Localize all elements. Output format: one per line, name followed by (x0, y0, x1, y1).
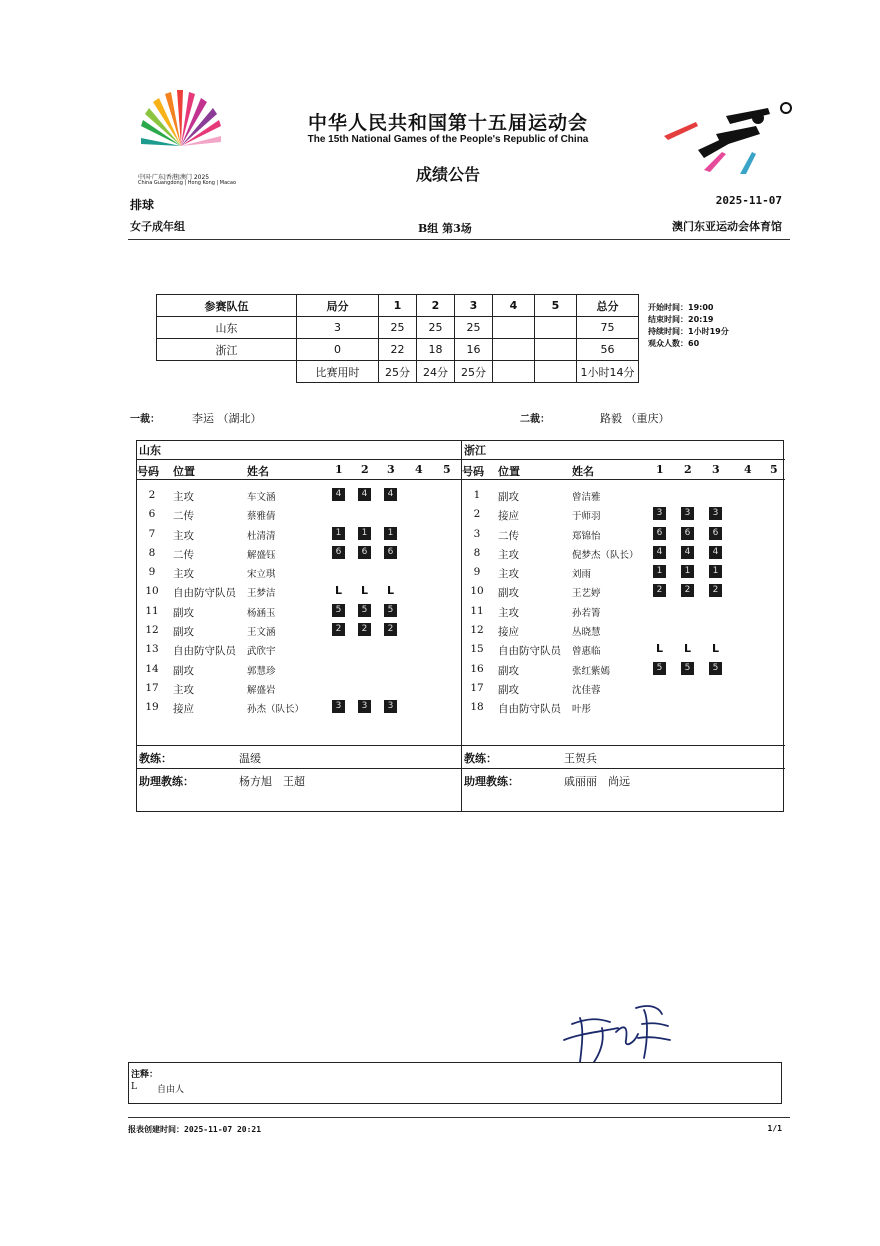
col-position: 位置 (173, 465, 195, 478)
player-name: 曾惠临 (572, 646, 601, 658)
score-total: 56 (577, 339, 639, 361)
logo-caption-en: China Guangdong | Hong Kong | Macao (138, 180, 237, 186)
player-number: 10 (145, 585, 159, 598)
starting-position-set2: 1 (358, 527, 371, 540)
player-position: 副攻 (173, 626, 194, 639)
player-number: 2 (473, 508, 481, 521)
match-label: B组 第3场 (418, 222, 472, 235)
player-name: 蔡雅倩 (247, 511, 276, 523)
player-name: 王艺婷 (572, 588, 601, 600)
player-row (137, 640, 461, 659)
player-position: 副攻 (173, 664, 194, 677)
home-coach-row (137, 745, 461, 768)
starting-position-set2: 5 (681, 662, 694, 675)
starting-position-set2: 2 (681, 584, 694, 597)
duration-set3: 25分 (455, 361, 493, 383)
player-position: 自由防守队员 (173, 587, 236, 600)
starting-position-set2: 6 (681, 527, 694, 540)
player-position: 二传 (173, 510, 194, 523)
score-table-header (157, 295, 639, 317)
player-number: 14 (145, 662, 159, 675)
score-table (156, 294, 639, 383)
col-set4: 4 (415, 463, 423, 476)
player-name: 张红紫嫣 (572, 665, 611, 677)
player-name: 解盛钰 (247, 549, 276, 561)
player-number: 15 (470, 643, 484, 656)
starting-position-set1: 1 (332, 527, 345, 540)
score-header-set4: 4 (493, 295, 535, 317)
starting-position-set3: 3 (384, 700, 397, 713)
player-position: 主攻 (498, 548, 519, 561)
player-name: 解盛岩 (247, 684, 276, 696)
player-name: 丛晓慧 (572, 627, 601, 639)
player-row (462, 544, 785, 563)
stat-end-time: 结束时间：20:19 (648, 315, 714, 324)
away-players (462, 480, 785, 718)
player-row (137, 602, 461, 621)
starting-position-set3: 2 (709, 584, 722, 597)
score-set3: 16 (455, 339, 493, 361)
games-title-cn: 中华人民共和国第十五届运动会 (307, 112, 588, 134)
col-set4: 4 (744, 463, 752, 476)
coach-label: 教练： (464, 752, 497, 765)
player-row (137, 679, 461, 698)
second-referee-name: 路毅 （重庆） (600, 412, 670, 425)
starting-position-set1: 1 (653, 565, 666, 578)
starting-position-set3: 4 (709, 546, 722, 559)
report-created-time: 报表创建时间：2025-11-07 20:21 (128, 1125, 262, 1134)
player-name: 郑锦怡 (572, 530, 601, 542)
score-team: 山东 (157, 317, 297, 339)
duration-total: 1小时14分 (577, 361, 639, 383)
starting-position-set1: L (655, 642, 663, 656)
col-name: 姓名 (572, 465, 594, 478)
score-set1: 25 (379, 317, 417, 339)
duration-row (157, 361, 639, 383)
starting-position-set3: 1 (384, 527, 397, 540)
player-name: 倪梦杰（队长） (572, 549, 639, 561)
score-set2: 18 (417, 339, 455, 361)
player-row (137, 486, 461, 505)
player-position: 自由防守队员 (498, 645, 561, 658)
starting-position-set2: 4 (681, 546, 694, 559)
player-position: 接应 (498, 510, 519, 523)
col-set1: 1 (335, 463, 343, 476)
player-number: 3 (473, 527, 481, 540)
score-header-team: 参赛队伍 (157, 295, 297, 317)
player-name: 于师羽 (572, 511, 601, 523)
player-name: 车文涵 (247, 492, 276, 503)
col-set1: 1 (656, 463, 664, 476)
sport-name: 排球 (130, 198, 155, 212)
player-name: 郭慧珍 (247, 665, 276, 677)
score-set5 (535, 317, 577, 339)
match-stats (648, 302, 729, 350)
player-row (137, 525, 461, 544)
player-position: 主攻 (173, 491, 194, 503)
starting-position-set3: 5 (384, 604, 397, 617)
player-name: 沈佳蓉 (572, 684, 601, 696)
stat-attendance: 观众人数：60 (648, 339, 700, 348)
duration-blank (157, 361, 297, 383)
player-name: 孙若箐 (572, 607, 601, 619)
score-header-set1: 1 (379, 295, 417, 317)
starting-position-set3: L (711, 642, 719, 656)
player-row (462, 602, 785, 621)
col-name: 姓名 (247, 465, 269, 478)
score-set5 (535, 339, 577, 361)
player-position: 副攻 (498, 491, 519, 503)
header-divider (128, 239, 790, 240)
duration-set2: 24分 (417, 361, 455, 383)
starting-position-set3: 3 (709, 507, 722, 520)
score-set1: 22 (379, 339, 417, 361)
starting-position-set3: 2 (384, 623, 397, 636)
starting-position-set1: 3 (653, 507, 666, 520)
player-number: 8 (473, 546, 481, 559)
score-row (157, 317, 639, 339)
volleyball-pictogram-icon (656, 94, 796, 174)
notes-label: 注释： (131, 1070, 159, 1080)
player-number: 13 (145, 643, 159, 656)
col-set5: 5 (770, 463, 778, 476)
starting-position-set1: 5 (653, 662, 666, 675)
score-header-sets: 局分 (297, 295, 379, 317)
player-name: 叶彤 (572, 704, 592, 716)
starting-position-set1: 6 (653, 527, 666, 540)
player-number: 17 (470, 681, 484, 694)
results-sheet (118, 88, 790, 1148)
score-header-total: 总分 (577, 295, 639, 317)
player-position: 接应 (498, 626, 519, 639)
player-number: 1 (473, 489, 481, 501)
score-team: 浙江 (157, 339, 297, 361)
score-row (157, 339, 639, 361)
away-assistant-row (462, 768, 785, 791)
col-set2: 2 (684, 463, 692, 476)
col-number: 号码 (462, 465, 484, 478)
player-position: 自由防守队员 (173, 645, 236, 658)
col-set3: 3 (387, 463, 395, 476)
starting-position-set1: L (334, 584, 342, 598)
starting-position-set3: L (386, 584, 394, 598)
player-number: 19 (145, 701, 159, 714)
starting-position-set2: 1 (681, 565, 694, 578)
starting-position-set1: 5 (332, 604, 345, 617)
player-number: 2 (148, 489, 156, 501)
player-name: 杜清清 (247, 530, 276, 542)
starting-position-set1: 6 (332, 546, 345, 559)
stat-start-time: 开始时间：19:00 (648, 303, 714, 312)
player-position: 主攻 (173, 568, 194, 581)
player-position: 二传 (498, 529, 519, 542)
starting-position-set2: L (360, 584, 368, 598)
score-sets: 0 (297, 339, 379, 361)
player-number: 6 (148, 508, 156, 521)
starting-position-set2: 3 (681, 507, 694, 520)
player-row (137, 563, 461, 582)
starting-position-set1: 4 (653, 546, 666, 559)
games-logo-icon (136, 88, 226, 168)
starting-position-set1: 2 (653, 584, 666, 597)
player-name: 刘雨 (572, 569, 592, 581)
player-number: 9 (473, 566, 481, 579)
away-team-name: 浙江 (462, 441, 785, 460)
assistant-coach-label: 助理教练： (139, 775, 194, 788)
player-row (137, 544, 461, 563)
starting-position-set1: 2 (332, 623, 345, 636)
player-row (462, 679, 785, 698)
notes-key: L (131, 1082, 137, 1092)
venue-name: 澳门东亚运动会体育馆 (672, 220, 782, 233)
player-number: 9 (148, 566, 156, 579)
starting-position-set3: 6 (709, 527, 722, 540)
logo-caption-cn: 中国·广东|香港|澳门 2025 (138, 174, 210, 181)
player-position: 主攻 (173, 683, 194, 696)
duration-set4 (493, 361, 535, 383)
player-number: 16 (470, 662, 484, 675)
duration-label: 比赛用时 (297, 361, 379, 383)
player-row (462, 525, 785, 544)
score-set4 (493, 317, 535, 339)
first-referee-name: 李运 （湖北） (192, 412, 262, 425)
starting-position-set2: 5 (358, 604, 371, 617)
home-team-roster (137, 441, 461, 811)
player-position: 主攻 (498, 568, 519, 581)
player-row (462, 621, 785, 640)
player-name: 武欣宇 (247, 646, 276, 658)
starting-position-set3: 1 (709, 565, 722, 578)
first-referee-label: 一裁： (130, 414, 160, 425)
starting-position-set3: 6 (384, 546, 397, 559)
player-number: 11 (470, 604, 484, 617)
player-name: 曾洁雅 (572, 492, 601, 503)
starting-position-set1: 4 (332, 488, 345, 501)
player-position: 副攻 (498, 587, 519, 600)
player-row (137, 621, 461, 640)
player-row (137, 660, 461, 679)
document-title: 成绩公告 (415, 165, 480, 184)
player-number: 17 (145, 681, 159, 694)
away-coach-row (462, 745, 785, 768)
score-header-set3: 3 (455, 295, 493, 317)
starting-position-set3: 5 (709, 662, 722, 675)
player-row (462, 698, 785, 717)
duration-set1: 25分 (379, 361, 417, 383)
player-row (137, 698, 461, 717)
player-name: 王文涵 (247, 627, 276, 639)
event-category: 女子成年组 (130, 220, 185, 233)
player-name: 孙杰（队长） (247, 704, 305, 716)
roster-table (136, 440, 784, 812)
player-number: 18 (470, 701, 484, 714)
notes-box (128, 1062, 782, 1104)
player-number: 11 (145, 604, 159, 617)
player-row (137, 505, 461, 524)
home-players (137, 480, 461, 718)
score-total: 75 (577, 317, 639, 339)
player-row (137, 582, 461, 601)
player-position: 自由防守队员 (498, 703, 561, 716)
score-set4 (493, 339, 535, 361)
player-number: 7 (148, 527, 156, 540)
starting-position-set2: 2 (358, 623, 371, 636)
stat-duration: 持续时间：1小时19分 (648, 327, 729, 336)
report-date: 2025-11-07 (715, 194, 782, 207)
player-row (462, 486, 785, 505)
player-row (462, 505, 785, 524)
starting-position-set2: L (683, 642, 691, 656)
score-set2: 25 (417, 317, 455, 339)
away-column-header (462, 460, 785, 480)
player-number: 8 (148, 546, 156, 559)
home-assistant-names: 杨方旭 王超 (239, 775, 305, 788)
score-header-set5: 5 (535, 295, 577, 317)
player-row (462, 660, 785, 679)
home-assistant-row (137, 768, 461, 791)
away-coach-name: 王贺兵 (564, 752, 597, 765)
games-title-en: The 15th National Games of the People's Republic of China (307, 134, 589, 145)
col-set5: 5 (443, 463, 451, 476)
player-position: 副攻 (173, 606, 194, 619)
footer-divider (128, 1117, 790, 1118)
player-number: 10 (470, 585, 484, 598)
player-position: 主攻 (498, 606, 519, 619)
player-row (462, 563, 785, 582)
duration-set5 (535, 361, 577, 383)
starting-position-set2: 4 (358, 488, 371, 501)
player-position: 主攻 (173, 529, 194, 542)
score-sets: 3 (297, 317, 379, 339)
starting-position-set1: 3 (332, 700, 345, 713)
player-name: 杨涵玉 (247, 607, 276, 619)
player-position: 二传 (173, 548, 194, 561)
score-header-set2: 2 (417, 295, 455, 317)
away-team-roster (461, 441, 785, 811)
player-number: 12 (470, 624, 484, 637)
player-row (462, 640, 785, 659)
starting-position-set2: 3 (358, 700, 371, 713)
col-position: 位置 (498, 465, 520, 478)
starting-position-set3: 4 (384, 488, 397, 501)
player-name: 宋立琪 (247, 569, 276, 581)
player-number: 12 (145, 624, 159, 637)
player-position: 接应 (173, 703, 194, 716)
player-position: 副攻 (498, 664, 519, 677)
player-row (462, 582, 785, 601)
home-team-name: 山东 (137, 441, 461, 460)
assistant-coach-label: 助理教练： (464, 775, 519, 788)
notes-key-desc: 自由人 (157, 1085, 185, 1095)
home-coach-name: 温缓 (239, 752, 261, 765)
away-assistant-names: 戚丽丽 尚远 (564, 775, 630, 788)
player-name: 王梦洁 (247, 588, 276, 600)
page-number: 1/1 (767, 1124, 782, 1133)
starting-position-set2: 6 (358, 546, 371, 559)
col-set3: 3 (712, 463, 720, 476)
home-column-header (137, 460, 461, 480)
score-set3: 25 (455, 317, 493, 339)
second-referee-label: 二裁： (520, 414, 550, 425)
col-set2: 2 (361, 463, 369, 476)
coach-label: 教练： (139, 752, 172, 765)
col-number: 号码 (137, 465, 159, 478)
player-position: 副攻 (498, 683, 519, 696)
